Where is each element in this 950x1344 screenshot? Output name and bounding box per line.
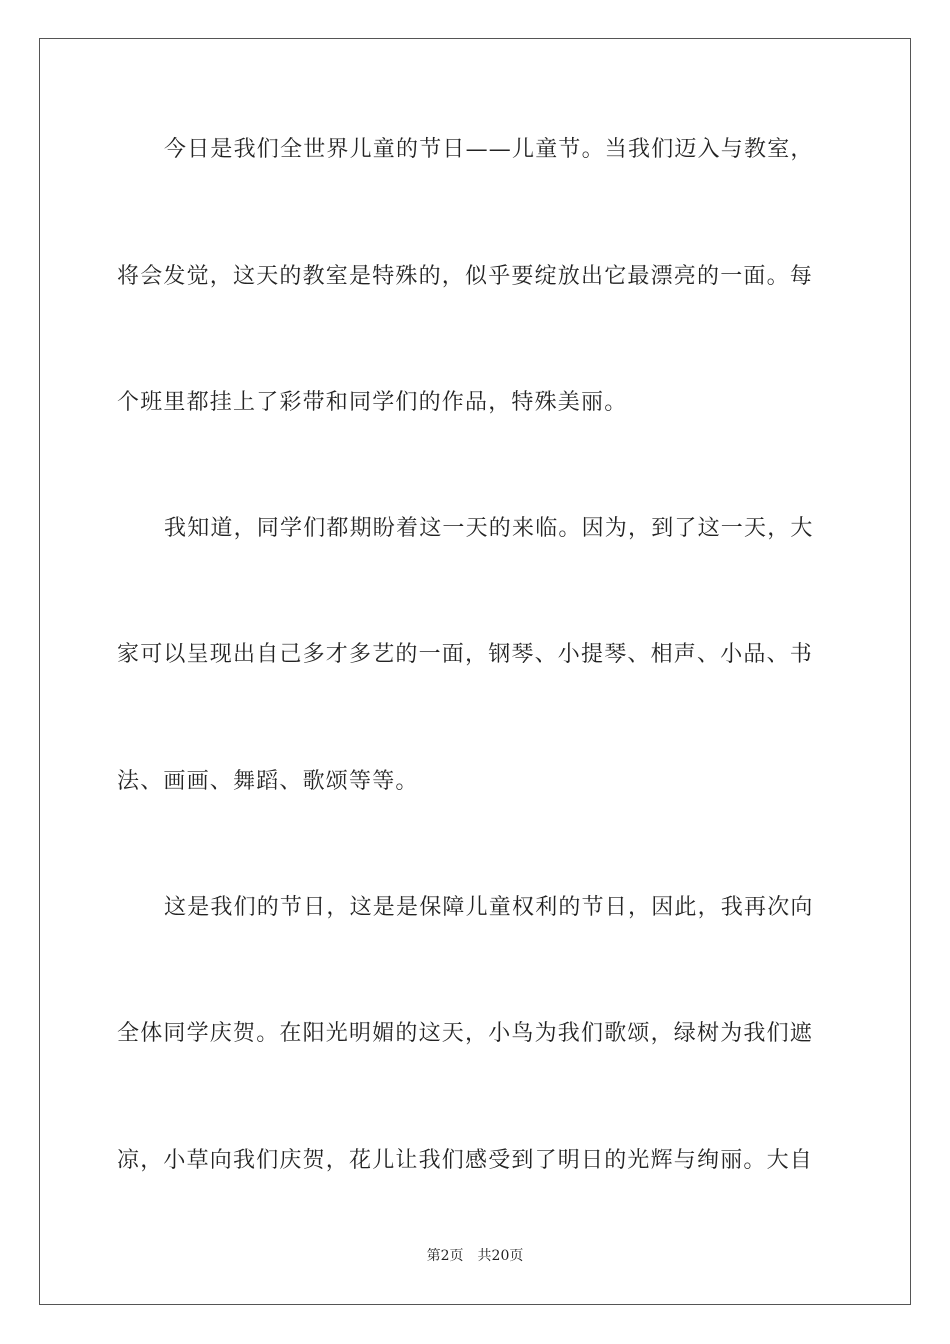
page-footer <box>0 1247 950 1265</box>
page-total: 共20页 <box>477 1248 524 1264</box>
paragraph-2-line-1: 我知道，同学们都期盼着这一天的来临。因为，到了这一天，大 <box>164 516 814 541</box>
paragraph-1-line-1: 今日是我们全世界儿童的节日——儿童节。当我们迈入与教室， <box>164 137 814 162</box>
paragraph-3-line-1: 这是我们的节日，这是是保障儿童权利的节日，因此，我再次向 <box>164 895 814 920</box>
page-number: 第2页 <box>426 1248 464 1264</box>
paragraph-1-line-2: 将会发觉，这天的教室是特殊的，似乎要绽放出它最漂亮的一面。每 <box>117 264 814 289</box>
paragraph-2-line-3: 法、画画、舞蹈、歌颂等等。 <box>117 769 419 794</box>
paragraph-3-line-2: 全体同学庆贺。在阳光明媚的这天，小鸟为我们歌颂，绿树为我们遮 <box>117 1021 814 1046</box>
paragraph-2-line-2: 家可以呈现出自己多才多艺的一面，钢琴、小提琴、相声、小品、书 <box>117 642 814 667</box>
page-frame <box>39 38 911 1305</box>
paragraph-3-line-3: 凉，小草向我们庆贺，花儿让我们感受到了明日的光辉与绚丽。大自 <box>117 1148 814 1173</box>
paragraph-1-line-3: 个班里都挂上了彩带和同学们的作品，特殊美丽。 <box>117 390 628 415</box>
